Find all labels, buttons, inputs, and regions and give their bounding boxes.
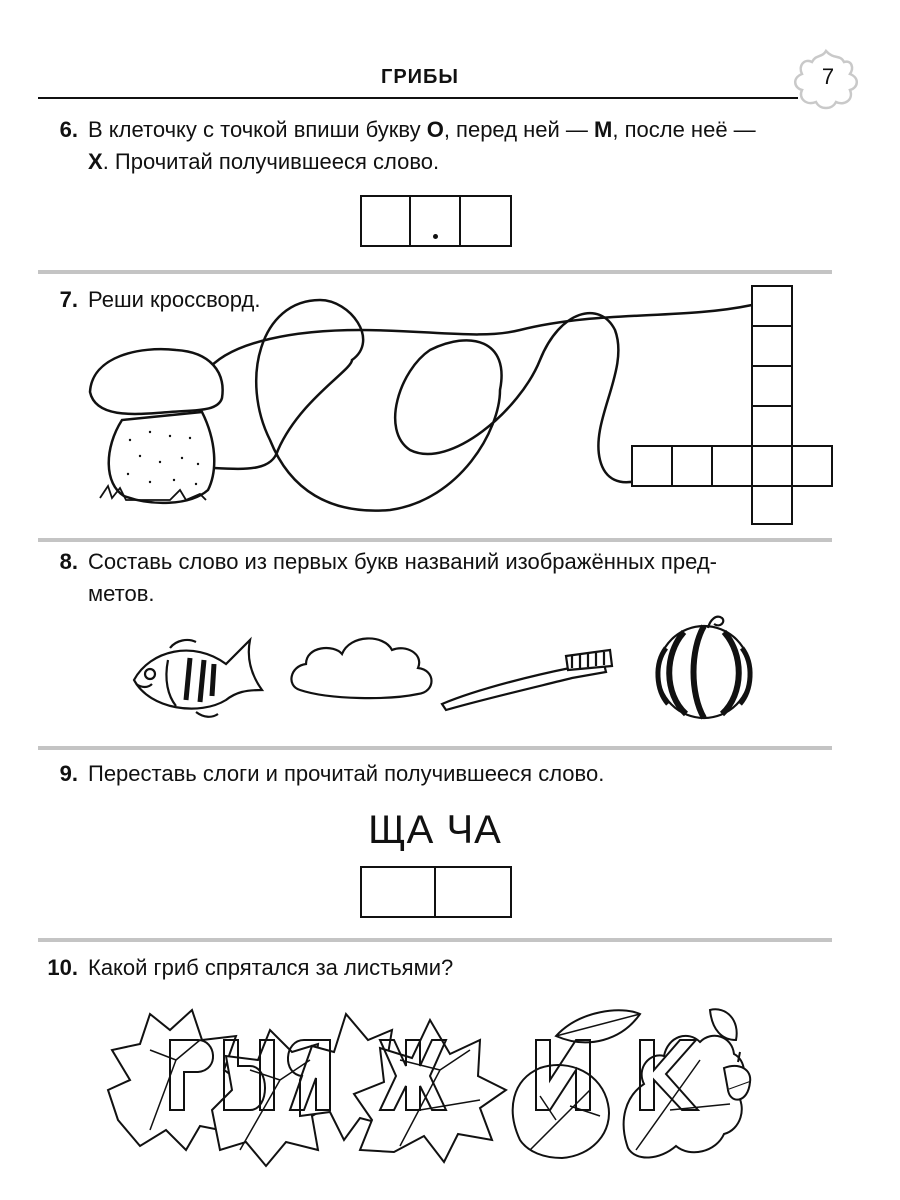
letter-m: М xyxy=(594,117,613,142)
task-number: 7. xyxy=(59,287,78,312)
text-part: В клеточку с точкой впиши букву xyxy=(88,117,427,142)
letter-h: Х xyxy=(88,149,103,174)
task-line: Составь слово из первых букв названий изображённых пред- xyxy=(88,549,717,574)
task-number: 10. xyxy=(47,955,78,980)
task-number: 8. xyxy=(59,549,78,574)
syllables-text: ЩА ЧА xyxy=(368,808,502,852)
text-part: , перед ней — xyxy=(443,117,595,142)
task-number: 9. xyxy=(59,761,78,786)
task-number: 6. xyxy=(59,117,78,142)
page-title: ГРИБЫ xyxy=(380,66,459,88)
text-part: , после неё — xyxy=(612,117,756,142)
task-text: Переставь слоги и прочитай получившееся слово. xyxy=(88,761,605,786)
task-text: Реши кроссворд. xyxy=(88,287,261,312)
leaves-word-icon xyxy=(108,1009,744,1166)
page-number: 7 xyxy=(821,64,835,89)
task-line: метов. xyxy=(88,581,155,606)
text-part: . Прочитай получившееся слово. xyxy=(102,149,440,174)
task-text: Какой гриб спрятался за листьями? xyxy=(88,955,454,980)
letter-o: О xyxy=(426,117,444,142)
